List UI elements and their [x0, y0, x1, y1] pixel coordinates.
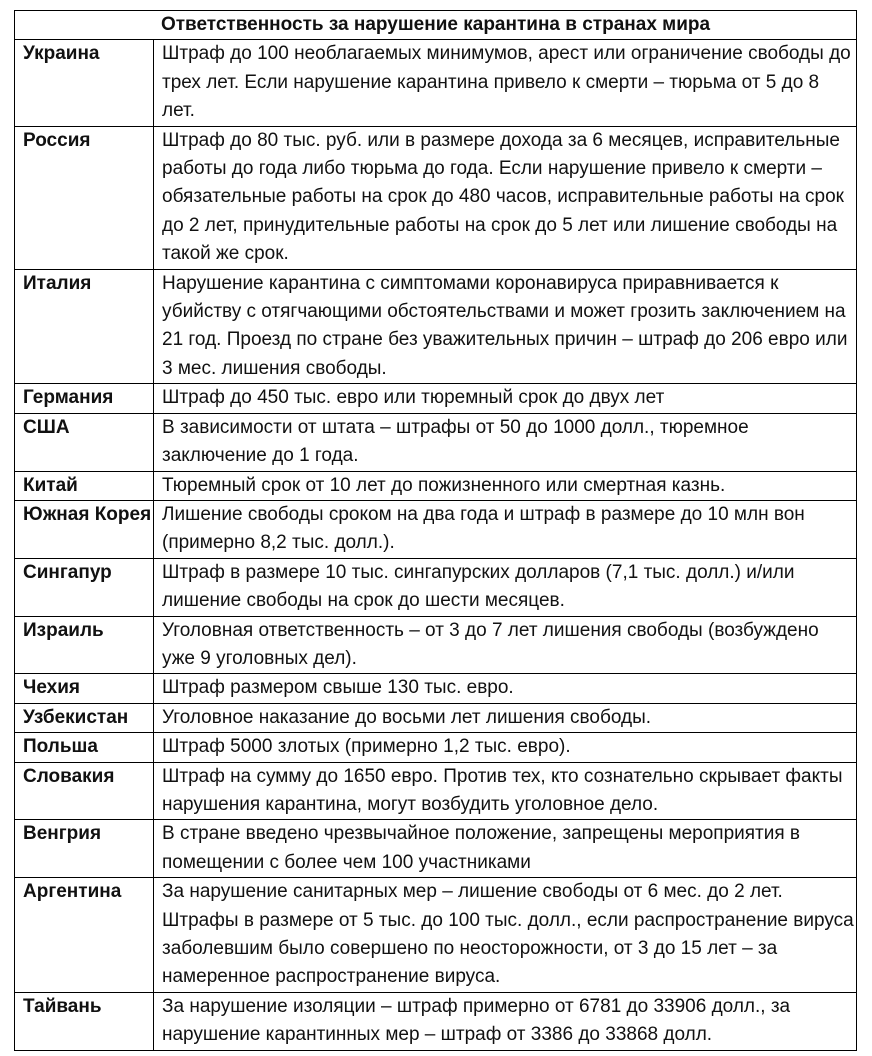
- table-row: [15, 762, 857, 820]
- penalty-cell: За нарушение изоляции – штраф примерно от 6781 до 33906 долл., за нарушение карантинных мер – штраф от 3386 до 33868 долл.: [154, 992, 857, 1050]
- table-row: [15, 558, 857, 616]
- penalty-cell: В стране введено чрезвычайное положение, запрещены мероприятия в помещении с более чем 100 участниками: [154, 820, 857, 878]
- table-row: [15, 500, 857, 558]
- table-row: [15, 269, 857, 384]
- table-row: [15, 384, 857, 413]
- table-body: [15, 40, 857, 1050]
- country-cell: США: [15, 413, 154, 471]
- quarantine-penalties-table: [14, 10, 857, 1051]
- country-cell: Узбекистан: [15, 703, 154, 732]
- country-cell: Польша: [15, 733, 154, 762]
- penalty-cell: Штраф до 80 тыс. руб. или в размере дохода за 6 месяцев, исправительные работы до года либо тюрьма до года. Если нарушение привело к смерти – обязательные работы на срок до 480 часов, исправительные работы на срок до 2 лет, принудительные работы на срок до 5 лет или лишение свободы на такой же срок.: [154, 126, 857, 269]
- penalty-cell: Штраф на сумму до 1650 евро. Против тех, кто сознательно скрывает факты нарушения карантина, могут возбудить уголовное дело.: [154, 762, 857, 820]
- table-row: [15, 703, 857, 732]
- country-cell: Сингапур: [15, 558, 154, 616]
- penalty-cell: Нарушение карантина с симптомами коронавируса приравнивается к убийству с отягчающими обстоятельствами и может грозить заключением на 21 год. Проезд по стране без уважительных причин – штраф до 206 евро или 3 мес. лишения свободы.: [154, 269, 857, 384]
- country-cell: Украина: [15, 40, 154, 126]
- penalty-cell: В зависимости от штата – штрафы от 50 до 1000 долл., тюремное заключение до 1 года.: [154, 413, 857, 471]
- table-row: [15, 471, 857, 500]
- country-cell: Россия: [15, 126, 154, 269]
- table-row: [15, 616, 857, 674]
- country-cell: Венгрия: [15, 820, 154, 878]
- country-cell: Тайвань: [15, 992, 154, 1050]
- penalty-cell: Лишение свободы сроком на два года и штраф в размере до 10 млн вон (примерно 8,2 тыс. долл.).: [154, 500, 857, 558]
- penalty-cell: Тюремный срок от 10 лет до пожизненного или смертная казнь.: [154, 471, 857, 500]
- country-cell: Италия: [15, 269, 154, 384]
- table-row: [15, 40, 857, 126]
- country-cell: Южная Корея: [15, 500, 154, 558]
- table-header-row: [15, 11, 857, 40]
- country-cell: Германия: [15, 384, 154, 413]
- table-title: Ответственность за нарушение карантина в странах мира: [15, 11, 857, 40]
- country-cell: Чехия: [15, 674, 154, 703]
- table-row: [15, 878, 857, 993]
- country-cell: Аргентина: [15, 878, 154, 993]
- penalty-cell: Уголовная ответственность – от 3 до 7 лет лишения свободы (возбуждено уже 9 уголовных дел).: [154, 616, 857, 674]
- table-row: [15, 992, 857, 1050]
- table-row: [15, 820, 857, 878]
- country-cell: Израиль: [15, 616, 154, 674]
- penalty-cell: Штраф до 100 необлагаемых минимумов, арест или ограничение свободы до трех лет. Если нарушение карантина привело к смерти – тюрьма от 5 до 8 лет.: [154, 40, 857, 126]
- country-cell: Словакия: [15, 762, 154, 820]
- table-row: [15, 733, 857, 762]
- penalty-cell: Штраф до 450 тыс. евро или тюремный срок до двух лет: [154, 384, 857, 413]
- penalty-cell: Уголовное наказание до восьми лет лишения свободы.: [154, 703, 857, 732]
- penalty-cell: Штраф 5000 злотых (примерно 1,2 тыс. евро).: [154, 733, 857, 762]
- penalty-cell: За нарушение санитарных мер – лишение свободы от 6 мес. до 2 лет. Штрафы в размере от 5 тыс. до 100 тыс. долл., если распространение вируса заболевшим было совершено по неосторожности, от 3 до 15 лет – за намеренное распространение вируса.: [154, 878, 857, 993]
- penalty-cell: Штраф размером свыше 130 тыс. евро.: [154, 674, 857, 703]
- country-cell: Китай: [15, 471, 154, 500]
- table-row: [15, 674, 857, 703]
- table-row: [15, 126, 857, 269]
- penalty-cell: Штраф в размере 10 тыс. сингапурских долларов (7,1 тыс. долл.) и/или лишение свободы на срок до шести месяцев.: [154, 558, 857, 616]
- table-row: [15, 413, 857, 471]
